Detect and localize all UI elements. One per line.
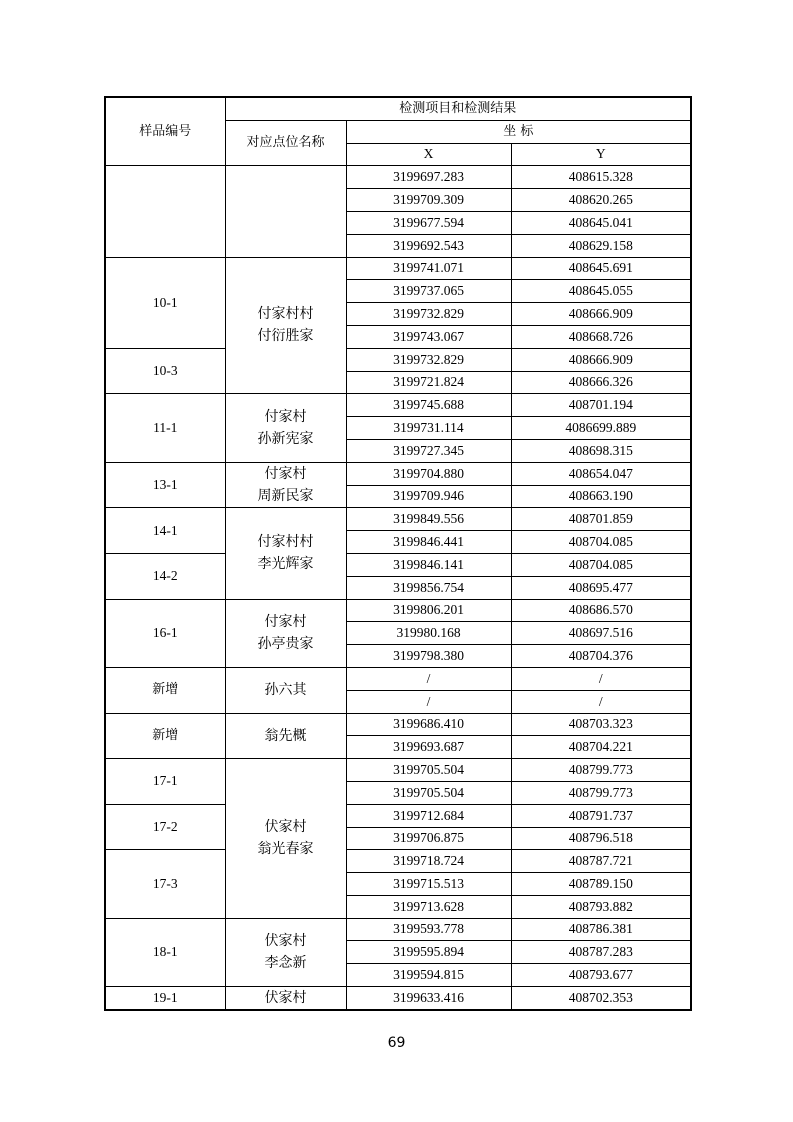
- sample-id-cell: 17-3: [105, 850, 225, 918]
- site-name-cell: [225, 394, 346, 462]
- site-name-cell: [225, 667, 346, 713]
- x-coordinate-cell: 3199737.065: [346, 280, 511, 303]
- y-coordinate-cell: 408789.150: [511, 873, 691, 896]
- site-name-line: 付家村: [264, 466, 307, 483]
- site-name-line: 付家村: [264, 614, 307, 631]
- x-coordinate-cell: 3199806.201: [346, 599, 511, 622]
- y-coordinate-cell: 408702.353: [511, 987, 691, 1011]
- sample-id-cell: 10-3: [105, 348, 225, 394]
- x-coordinate-cell: 3199721.824: [346, 371, 511, 394]
- y-coordinate-cell: 408695.477: [511, 576, 691, 599]
- table-row: [105, 804, 691, 827]
- x-coordinate-cell: 3199846.441: [346, 531, 511, 554]
- x-coordinate-cell: 3199718.724: [346, 850, 511, 873]
- x-coordinate-cell: 3199846.141: [346, 553, 511, 576]
- y-coordinate-cell: 408663.190: [511, 485, 691, 508]
- table-row: [105, 257, 691, 280]
- x-coordinate-cell: 3199709.946: [346, 485, 511, 508]
- sample-id-cell: 19-1: [105, 987, 225, 1011]
- site-name-line: 翁先概: [264, 727, 307, 744]
- x-coordinate-cell: 3199705.504: [346, 759, 511, 782]
- x-coordinate-cell: 3199713.628: [346, 895, 511, 918]
- x-coordinate-cell: 3199704.880: [346, 462, 511, 485]
- table-row: [105, 599, 691, 622]
- y-coordinate-cell: 408645.055: [511, 280, 691, 303]
- x-coordinate-cell: 3199731.114: [346, 417, 511, 440]
- sample-id-cell: 11-1: [105, 394, 225, 462]
- header-y: Y: [511, 143, 691, 166]
- y-coordinate-cell: 408645.691: [511, 257, 691, 280]
- site-name-line: 孙亭贵家: [257, 636, 314, 653]
- x-coordinate-cell: 3199593.778: [346, 918, 511, 941]
- y-coordinate-cell: 408787.721: [511, 850, 691, 873]
- y-coordinate-cell: /: [511, 690, 691, 713]
- coordinates-table: [104, 96, 692, 1011]
- site-name-line: 李光辉家: [257, 556, 314, 573]
- x-coordinate-cell: 3199693.687: [346, 736, 511, 759]
- site-name-cell: [225, 599, 346, 667]
- x-coordinate-cell: 3199697.283: [346, 166, 511, 189]
- y-coordinate-cell: 408786.381: [511, 918, 691, 941]
- x-coordinate-cell: 3199595.894: [346, 941, 511, 964]
- site-name-cell: [225, 166, 346, 257]
- y-coordinate-cell: 408698.315: [511, 439, 691, 462]
- site-name-cell: [225, 918, 346, 986]
- site-name-line: 孙六其: [264, 682, 307, 699]
- sample-id-cell: 10-1: [105, 257, 225, 348]
- sample-id-cell: 16-1: [105, 599, 225, 667]
- site-name-cell: [225, 987, 346, 1011]
- x-coordinate-cell: 3199715.513: [346, 873, 511, 896]
- sample-id-cell: [105, 166, 225, 257]
- y-coordinate-cell: 408704.376: [511, 645, 691, 668]
- table-row: [105, 462, 691, 485]
- x-coordinate-cell: 3199706.875: [346, 827, 511, 850]
- site-name-cell: [225, 462, 346, 508]
- site-name-line: 付家村村: [257, 534, 314, 551]
- y-coordinate-cell: 408701.859: [511, 508, 691, 531]
- site-name-cell: [225, 508, 346, 599]
- header-site-name: 对应点位名称: [225, 120, 346, 166]
- sample-id-cell: 新增: [105, 667, 225, 713]
- x-coordinate-cell: 3199705.504: [346, 781, 511, 804]
- x-coordinate-cell: 319980.168: [346, 622, 511, 645]
- sample-id-cell: 17-2: [105, 804, 225, 850]
- table-row: [105, 713, 691, 736]
- table-row: [105, 508, 691, 531]
- site-name-cell: [225, 759, 346, 919]
- page-number: 69: [387, 1035, 406, 1051]
- y-coordinate-cell: 408791.737: [511, 804, 691, 827]
- y-coordinate-cell: 408704.085: [511, 553, 691, 576]
- sample-id-cell: 17-1: [105, 759, 225, 805]
- x-coordinate-cell: 3199798.380: [346, 645, 511, 668]
- y-coordinate-cell: 408668.726: [511, 325, 691, 348]
- y-coordinate-cell: 408703.323: [511, 713, 691, 736]
- x-coordinate-cell: 3199686.410: [346, 713, 511, 736]
- sample-id-cell: 13-1: [105, 462, 225, 508]
- y-coordinate-cell: 408787.283: [511, 941, 691, 964]
- header-sample-id: 样品编号: [105, 97, 225, 166]
- site-name-cell: [225, 257, 346, 394]
- table-row: [105, 667, 691, 690]
- table-row: [105, 394, 691, 417]
- site-name-line: 孙新宪家: [257, 431, 314, 448]
- sample-id-cell: 18-1: [105, 918, 225, 986]
- header-group-title: 检测项目和检测结果: [225, 97, 691, 120]
- x-coordinate-cell: 3199712.684: [346, 804, 511, 827]
- site-name-cell: [225, 713, 346, 759]
- table-row: [105, 987, 691, 1011]
- x-coordinate-cell: 3199732.829: [346, 348, 511, 371]
- y-coordinate-cell: 408704.085: [511, 531, 691, 554]
- y-coordinate-cell: 408666.909: [511, 348, 691, 371]
- x-coordinate-cell: 3199677.594: [346, 211, 511, 234]
- table-row: [105, 553, 691, 576]
- y-coordinate-cell: 408645.041: [511, 211, 691, 234]
- y-coordinate-cell: 408793.882: [511, 895, 691, 918]
- x-coordinate-cell: /: [346, 690, 511, 713]
- x-coordinate-cell: 3199849.556: [346, 508, 511, 531]
- x-coordinate-cell: 3199732.829: [346, 303, 511, 326]
- site-name-line: 翁光春家: [257, 841, 314, 858]
- x-coordinate-cell: 3199594.815: [346, 964, 511, 987]
- x-coordinate-cell: 3199709.309: [346, 189, 511, 212]
- sample-id-cell: 新增: [105, 713, 225, 759]
- site-name-line: 伏家村: [264, 819, 307, 836]
- table-row: [105, 166, 691, 189]
- site-name-line: 周新民家: [257, 488, 314, 505]
- x-coordinate-cell: /: [346, 667, 511, 690]
- y-coordinate-cell: 408796.518: [511, 827, 691, 850]
- site-name-line: 伏家村: [264, 933, 307, 950]
- site-name-line: 伏家村: [264, 990, 307, 1007]
- y-coordinate-cell: 408799.773: [511, 759, 691, 782]
- y-coordinate-cell: 408654.047: [511, 462, 691, 485]
- y-coordinate-cell: 408629.158: [511, 234, 691, 257]
- x-coordinate-cell: 3199745.688: [346, 394, 511, 417]
- y-coordinate-cell: /: [511, 667, 691, 690]
- y-coordinate-cell: 408697.516: [511, 622, 691, 645]
- site-name-line: 李念新: [264, 955, 307, 972]
- x-coordinate-cell: 3199741.071: [346, 257, 511, 280]
- y-coordinate-cell: 408620.265: [511, 189, 691, 212]
- table-row: [105, 918, 691, 941]
- y-coordinate-cell: 408686.570: [511, 599, 691, 622]
- table-row: [105, 348, 691, 371]
- y-coordinate-cell: 408704.221: [511, 736, 691, 759]
- x-coordinate-cell: 3199743.067: [346, 325, 511, 348]
- table-row: [105, 850, 691, 873]
- sample-id-cell: 14-1: [105, 508, 225, 554]
- site-name-line: 付家村村: [257, 306, 314, 323]
- header-row-1: [105, 97, 691, 120]
- y-coordinate-cell: 408701.194: [511, 394, 691, 417]
- y-coordinate-cell: 408799.773: [511, 781, 691, 804]
- x-coordinate-cell: 3199692.543: [346, 234, 511, 257]
- x-coordinate-cell: 3199727.345: [346, 439, 511, 462]
- sample-id-cell: 14-2: [105, 553, 225, 599]
- table-row: [105, 759, 691, 782]
- y-coordinate-cell: 408666.909: [511, 303, 691, 326]
- site-name-line: 付家村: [264, 409, 307, 426]
- y-coordinate-cell: 408615.328: [511, 166, 691, 189]
- y-coordinate-cell: 408793.677: [511, 964, 691, 987]
- header-x: X: [346, 143, 511, 166]
- header-coords: 坐 标: [346, 120, 691, 143]
- x-coordinate-cell: 3199856.754: [346, 576, 511, 599]
- y-coordinate-cell: 408666.326: [511, 371, 691, 394]
- x-coordinate-cell: 3199633.416: [346, 987, 511, 1011]
- site-name-line: 付衍胜家: [257, 328, 314, 345]
- y-coordinate-cell: 4086699.889: [511, 417, 691, 440]
